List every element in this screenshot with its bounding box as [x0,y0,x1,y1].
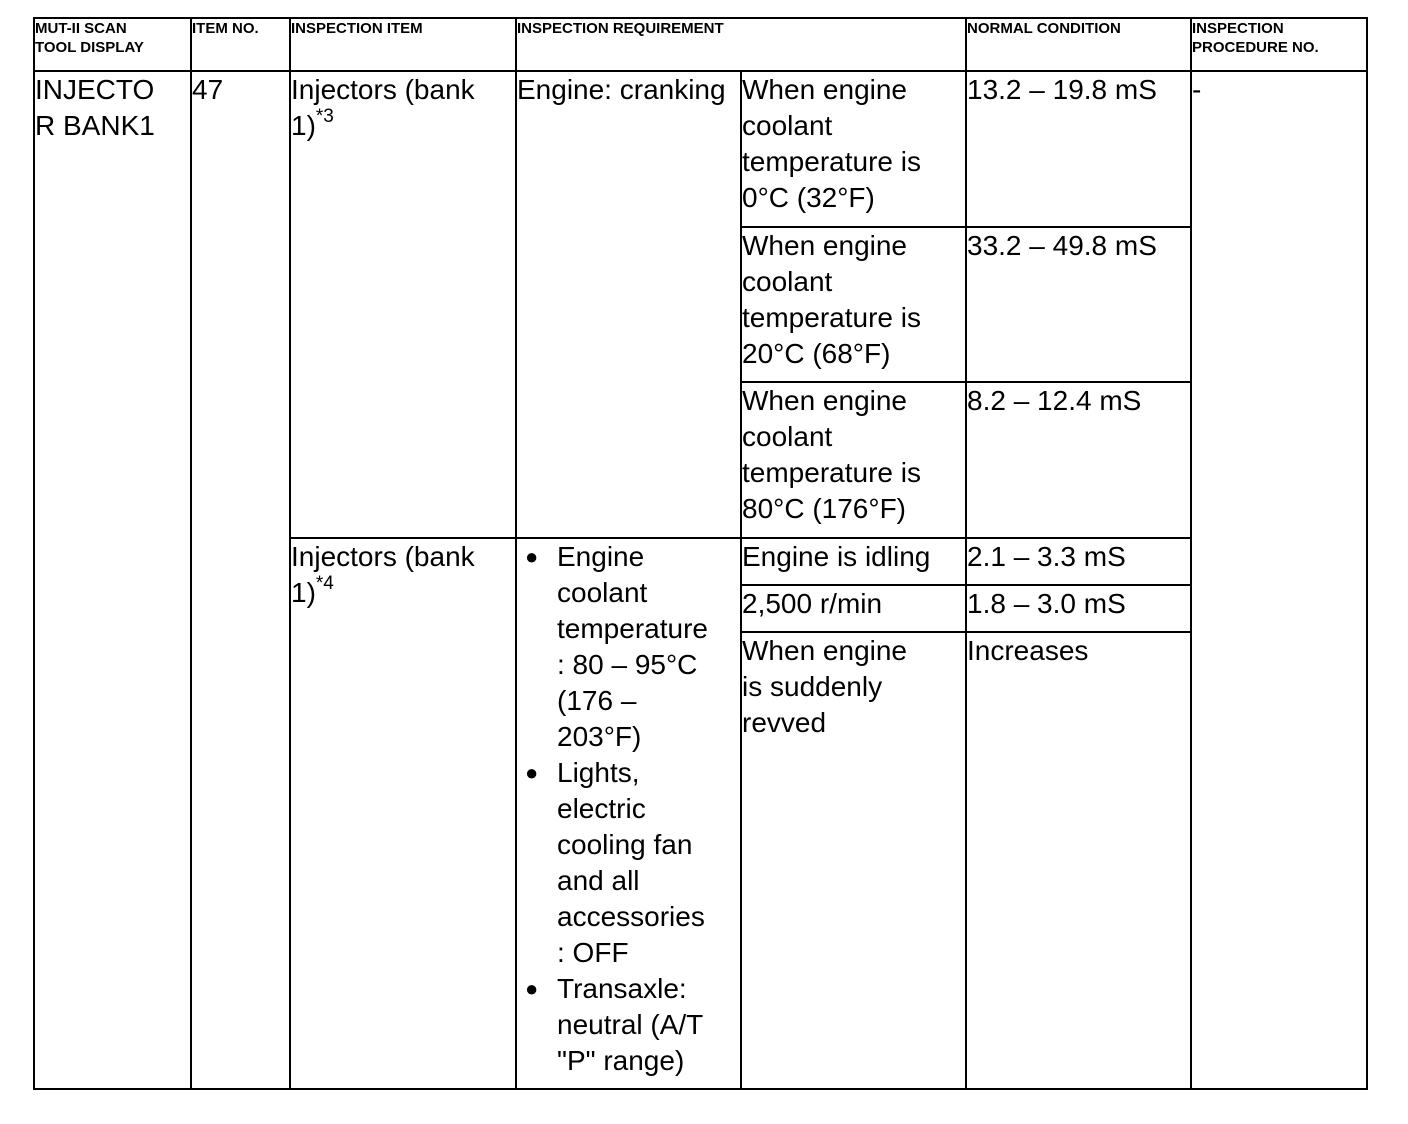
display-line-1: INJECTO [35,74,155,105]
normal-condition-cell: Increases [966,632,1191,1089]
condition-line: temperature is [742,457,921,488]
procedure-cell: - [1191,71,1367,1089]
bullet-line: (176 – [557,685,637,716]
condition-cell [741,632,966,1089]
bullet-line: cooling fan [557,829,693,860]
condition-cell [741,382,966,538]
bullet-line: Engine [557,541,645,572]
requirement-bullet [525,755,740,971]
inspection-item-text: Injectors (bank 1) [291,541,475,608]
requirement-cell [516,538,741,1089]
bullet-line: "P" range) [557,1045,685,1076]
bullet-line: Lights, [557,757,640,788]
condition-line: 20°C (68°F) [742,338,891,369]
bullet-line: electric [557,793,646,824]
header-procedure-line-1: INSPECTION [1192,20,1284,37]
header-display-line-1: MUT-II SCAN [35,20,127,37]
header-inspection-requirement: INSPECTION REQUIREMENT [516,18,966,71]
condition-line: 0°C (32°F) [742,182,875,213]
condition-line: When engine [742,385,908,416]
normal-condition-cell: 8.2 – 12.4 mS [966,382,1191,538]
bullet-line: : OFF [557,937,629,968]
inspection-item-cell [290,71,516,538]
condition-line: temperature is [742,146,921,177]
condition-line: coolant [742,421,833,452]
table-row [34,71,1367,227]
condition-line: coolant [742,266,833,297]
condition-line: When engine [742,635,908,666]
condition-cell [741,71,966,227]
bullet-icon: ● [525,544,539,569]
header-row [34,18,1367,71]
inspection-item-cell [290,538,516,1089]
condition-line: is suddenly [742,671,883,702]
header-procedure-line-2: PROCEDURE NO. [1192,39,1319,56]
bullet-line: neutral (A/T [557,1009,704,1040]
requirement-bullet [525,971,740,1079]
bullet-line: accessories [557,901,705,932]
footnote-marker: *3 [315,106,334,127]
header-display [34,18,191,71]
display-line-2: R BANK1 [35,110,155,141]
condition-line: When engine [742,74,908,105]
requirement-cell: Engine: cranking [516,71,741,538]
bullet-line: 203°F) [557,721,642,752]
normal-condition-cell: 33.2 – 49.8 mS [966,227,1191,382]
condition-line: coolant [742,110,833,141]
inspection-table [33,17,1368,1090]
display-cell [34,71,191,1089]
inspection-item-text: Injectors (bank 1) [291,74,475,141]
item-no-cell: 47 [191,71,290,1089]
header-item-no: ITEM NO. [191,18,290,71]
normal-condition-cell: 1.8 – 3.0 mS [966,585,1191,632]
header-inspection-item: INSPECTION ITEM [290,18,516,71]
bullet-icon: ● [525,760,539,785]
header-procedure [1191,18,1367,71]
bullet-line: coolant [557,577,648,608]
condition-line: When engine [742,230,908,261]
condition-cell: 2,500 r/min [741,585,966,632]
normal-condition-cell: 2.1 – 3.3 mS [966,538,1191,585]
bullet-line: : 80 – 95°C [557,649,698,680]
condition-line: revved [742,707,827,738]
requirement-bullet [525,539,740,755]
bullet-icon: ● [525,976,539,1001]
condition-line: temperature is [742,302,921,333]
normal-condition-cell: 13.2 – 19.8 mS [966,71,1191,227]
header-display-line-2: TOOL DISPLAY [35,39,144,56]
condition-cell: Engine is idling [741,538,966,585]
footnote-marker: *4 [315,573,334,594]
condition-cell [741,227,966,382]
header-normal-condition: NORMAL CONDITION [966,18,1191,71]
bullet-line: and all [557,865,640,896]
condition-line: 80°C (176°F) [742,493,907,524]
bullet-line: Transaxle: [557,973,687,1004]
bullet-line: temperature [557,613,708,644]
requirement-list [517,539,740,1079]
